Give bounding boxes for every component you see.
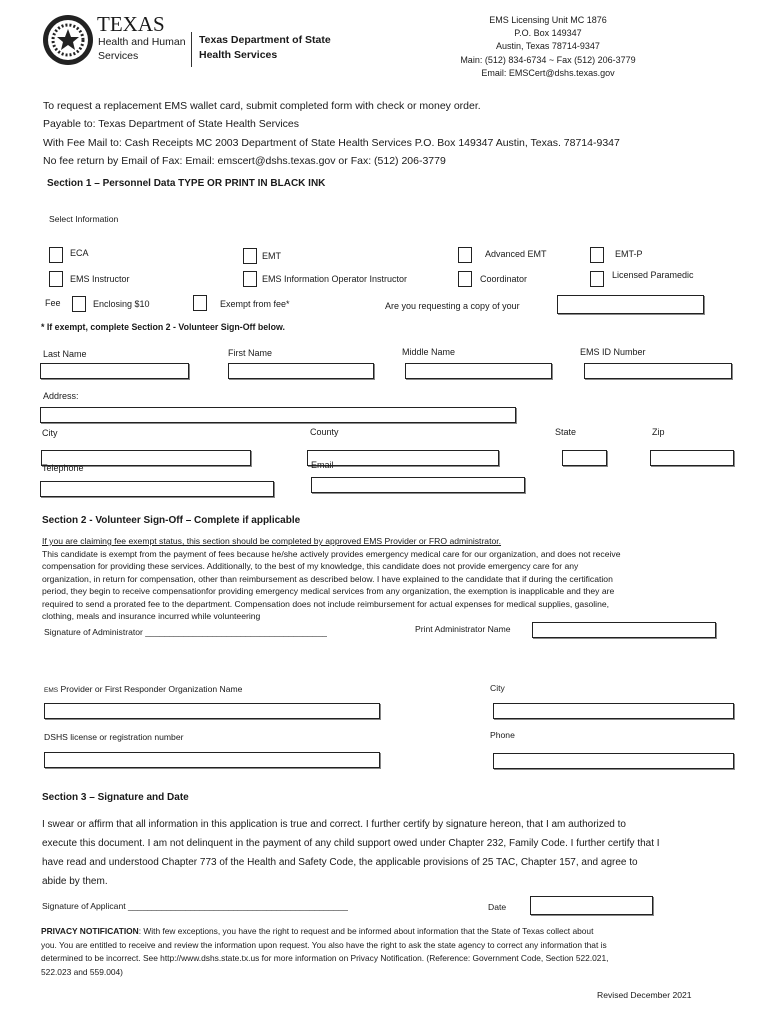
phone-label: Phone bbox=[490, 730, 515, 740]
fee-label: Fee bbox=[45, 298, 61, 308]
middle-name-label: Middle Name bbox=[402, 347, 456, 357]
checkbox-advanced-emt[interactable] bbox=[458, 247, 472, 263]
label-ems-info-operator-instructor: EMS Information Operator Instructor bbox=[262, 274, 408, 284]
paragraph-line: I swear or affirm that all information in this application is true and correct. I further certify by signature hereon, that I am authorized to bbox=[42, 819, 626, 830]
contact-unit: EMS Licensing Unit MC 1876 bbox=[489, 15, 607, 25]
privacy-line: 522.023 and 559.004) bbox=[41, 966, 123, 977]
org-name-text: Provider or First Responder Organization Name bbox=[60, 684, 243, 694]
copy-request-input[interactable] bbox=[557, 295, 704, 314]
agency-name-line2: Health Services bbox=[199, 49, 278, 61]
telephone-label: Telephone bbox=[42, 463, 84, 473]
label-fee-enclosing: Enclosing $10 bbox=[93, 299, 150, 309]
contact-city: Austin, Texas 78714-9347 bbox=[496, 41, 600, 52]
paragraph-line: period, they begin to receive compensationfor providing emergency medical services from any organization, the exemption is inapplicable and they are bbox=[42, 586, 615, 597]
zip-input[interactable] bbox=[650, 450, 734, 466]
contact-phone: Main: (512) 834-6734 ~ Fax (512) 206-3779 bbox=[460, 54, 636, 65]
email-label: Email bbox=[311, 460, 334, 470]
email-input[interactable] bbox=[311, 477, 525, 493]
exempt-note: * If exempt, complete Section 2 - Volunteer Sign-Off below. bbox=[41, 322, 285, 332]
paragraph-line: have read and understood Chapter 773 of the Health and Safety Code, the applicable provisions of 25 TAC, Chapter 157, and agree to bbox=[42, 857, 638, 868]
checkbox-fee-exempt[interactable] bbox=[193, 295, 207, 311]
label-licensed-paramedic: Licensed Paramedic bbox=[612, 270, 694, 280]
privacy-notification bbox=[41, 925, 608, 979]
label-ems-instructor: EMS Instructor bbox=[70, 274, 130, 284]
phone-input[interactable] bbox=[493, 753, 734, 769]
paragraph-line: compensation for providing these services. Additionally, to the best of my knowledge, this candidate does not provide emergency care for any bbox=[42, 561, 579, 572]
label-coordinator: Coordinator bbox=[480, 274, 528, 284]
county-label: County bbox=[310, 427, 339, 437]
zip-label: Zip bbox=[652, 427, 665, 437]
checkbox-coordinator[interactable] bbox=[458, 271, 472, 287]
paragraph-line: organization, in return for compensation, other than reimbursement as described below. I have explained to the candidate that if during the certification bbox=[42, 573, 613, 584]
section3-title: Section 3 – Signature and Date bbox=[42, 792, 189, 803]
seal-icon bbox=[42, 14, 94, 66]
telephone-input[interactable] bbox=[40, 481, 274, 497]
privacy-text: : With few exceptions, you have the right to request and be informed about information that the State of Texas collect about bbox=[138, 926, 594, 936]
contact-email: Email: EMSCert@dshs.texas.gov bbox=[481, 67, 615, 78]
label-emt: EMT bbox=[262, 251, 281, 261]
label-eca: ECA bbox=[70, 248, 89, 258]
section2-paragraph bbox=[42, 548, 732, 622]
county-input[interactable] bbox=[307, 450, 499, 466]
logo-hhs-line2: Services bbox=[98, 50, 139, 62]
intro-line: To request a replacement EMS wallet card, submit completed form with check or money order. bbox=[43, 100, 481, 112]
date-input[interactable] bbox=[530, 896, 653, 915]
signature-of-applicant[interactable]: Signature of Applicant ______________________________________________ bbox=[42, 901, 348, 911]
print-admin-name-input[interactable] bbox=[532, 622, 716, 638]
paragraph-line: required to send a prorated fee to the department. Compensation does not include reimbursement for actual expenses for medical supplies, gasoline, bbox=[42, 598, 610, 609]
intro-line: With Fee Mail to: Cash Receipts MC 2003 Department of State Health Services P.O. Box 149347 Austin, Texas. 78714-9347 bbox=[43, 137, 620, 149]
paragraph-line: abide by them. bbox=[42, 876, 108, 887]
paragraph-line: This candidate is exempt from the payment of fees because he/she actively provides emergency medical care for our organization, and does not receive bbox=[42, 549, 621, 559]
label-fee-exempt: Exempt from fee* bbox=[220, 299, 290, 309]
checkbox-ems-info-operator-instructor[interactable] bbox=[243, 271, 257, 287]
privacy-label: PRIVACY NOTIFICATION bbox=[41, 926, 139, 936]
state-label: State bbox=[555, 427, 577, 437]
last-name-label: Last Name bbox=[43, 349, 87, 359]
contact-block bbox=[430, 14, 666, 80]
revised-date: Revised December 2021 bbox=[597, 990, 692, 1000]
label-advanced-emt: Advanced EMT bbox=[485, 249, 547, 259]
label-emt-p: EMT-P bbox=[615, 249, 643, 259]
privacy-line: determined to be incorrect. See http://www.dshs.state.tx.us for more information on Privacy Notification. (Reference: Government Code, Section 522.021, bbox=[41, 953, 609, 963]
logo-texas: TEXAS bbox=[97, 12, 165, 36]
address-input[interactable] bbox=[40, 407, 516, 423]
privacy-line bbox=[41, 925, 608, 939]
privacy-line: you. You are entitled to receive and review the information upon request. You also have the right to ask the state agency to correct any information that is bbox=[41, 939, 607, 950]
checkbox-ems-instructor[interactable] bbox=[49, 271, 63, 287]
checkbox-licensed-paramedic[interactable] bbox=[590, 271, 604, 287]
org-prefix: EMS bbox=[44, 687, 59, 694]
signature-of-administrator[interactable]: Signature of Administrator ______________________________________ bbox=[44, 627, 327, 637]
org-name-label bbox=[44, 684, 242, 694]
select-information-label: Select Information bbox=[49, 214, 119, 224]
contact-box: P.O. Box 149347 bbox=[514, 28, 582, 39]
first-name-label: First Name bbox=[228, 348, 273, 358]
intro-line: No fee return by Email of Fax: Email: emscert@dshs.texas.gov or Fax: (512) 206-3779 bbox=[43, 155, 446, 167]
paragraph-line: clothing, meals and insurance incurred while volunteering bbox=[42, 611, 261, 622]
logo-divider bbox=[191, 32, 192, 67]
last-name-input[interactable] bbox=[40, 363, 189, 379]
org-name-input[interactable] bbox=[44, 703, 380, 719]
ems-id-input[interactable] bbox=[584, 363, 732, 379]
section3-paragraph bbox=[42, 815, 660, 891]
address-label: Address: bbox=[43, 391, 79, 401]
license-input[interactable] bbox=[44, 752, 380, 768]
texas-seal-logo bbox=[42, 14, 94, 66]
section1-title: Section 1 – Personnel Data TYPE OR PRINT IN BLACK INK bbox=[47, 178, 326, 189]
copy-request-label: Are you requesting a copy of your bbox=[385, 301, 520, 311]
checkbox-emt[interactable] bbox=[243, 248, 257, 264]
checkbox-fee-enclosing[interactable] bbox=[72, 296, 86, 312]
checkbox-emt-p[interactable] bbox=[590, 247, 604, 263]
agency-name-line1: Texas Department of State bbox=[199, 34, 331, 46]
org-city-input[interactable] bbox=[493, 703, 734, 719]
logo-hhs-line1: Health and Human bbox=[98, 36, 186, 48]
first-name-input[interactable] bbox=[228, 363, 374, 379]
section2-underlined-note: If you are claiming fee exempt status, this section should be completed by approved EMS Provider or FRO administrator. bbox=[42, 536, 502, 546]
state-input[interactable] bbox=[562, 450, 607, 466]
middle-name-input[interactable] bbox=[405, 363, 552, 379]
intro-line: Payable to: Texas Department of State Health Services bbox=[43, 118, 300, 130]
city-label: City bbox=[42, 428, 58, 438]
org-city-label: City bbox=[490, 683, 505, 693]
print-admin-name-label: Print Administrator Name bbox=[415, 624, 511, 634]
section2-title: Section 2 - Volunteer Sign-Off – Complete if applicable bbox=[42, 515, 301, 526]
date-label: Date bbox=[488, 902, 507, 912]
paragraph-line: execute this document. I am not delinquent in the payment of any child support owed under Chapter 232, Family Code. I further certify that I bbox=[42, 838, 660, 849]
checkbox-eca[interactable] bbox=[49, 247, 63, 263]
license-label: DSHS license or registration number bbox=[44, 732, 184, 742]
ems-id-label: EMS ID Number bbox=[580, 347, 646, 357]
